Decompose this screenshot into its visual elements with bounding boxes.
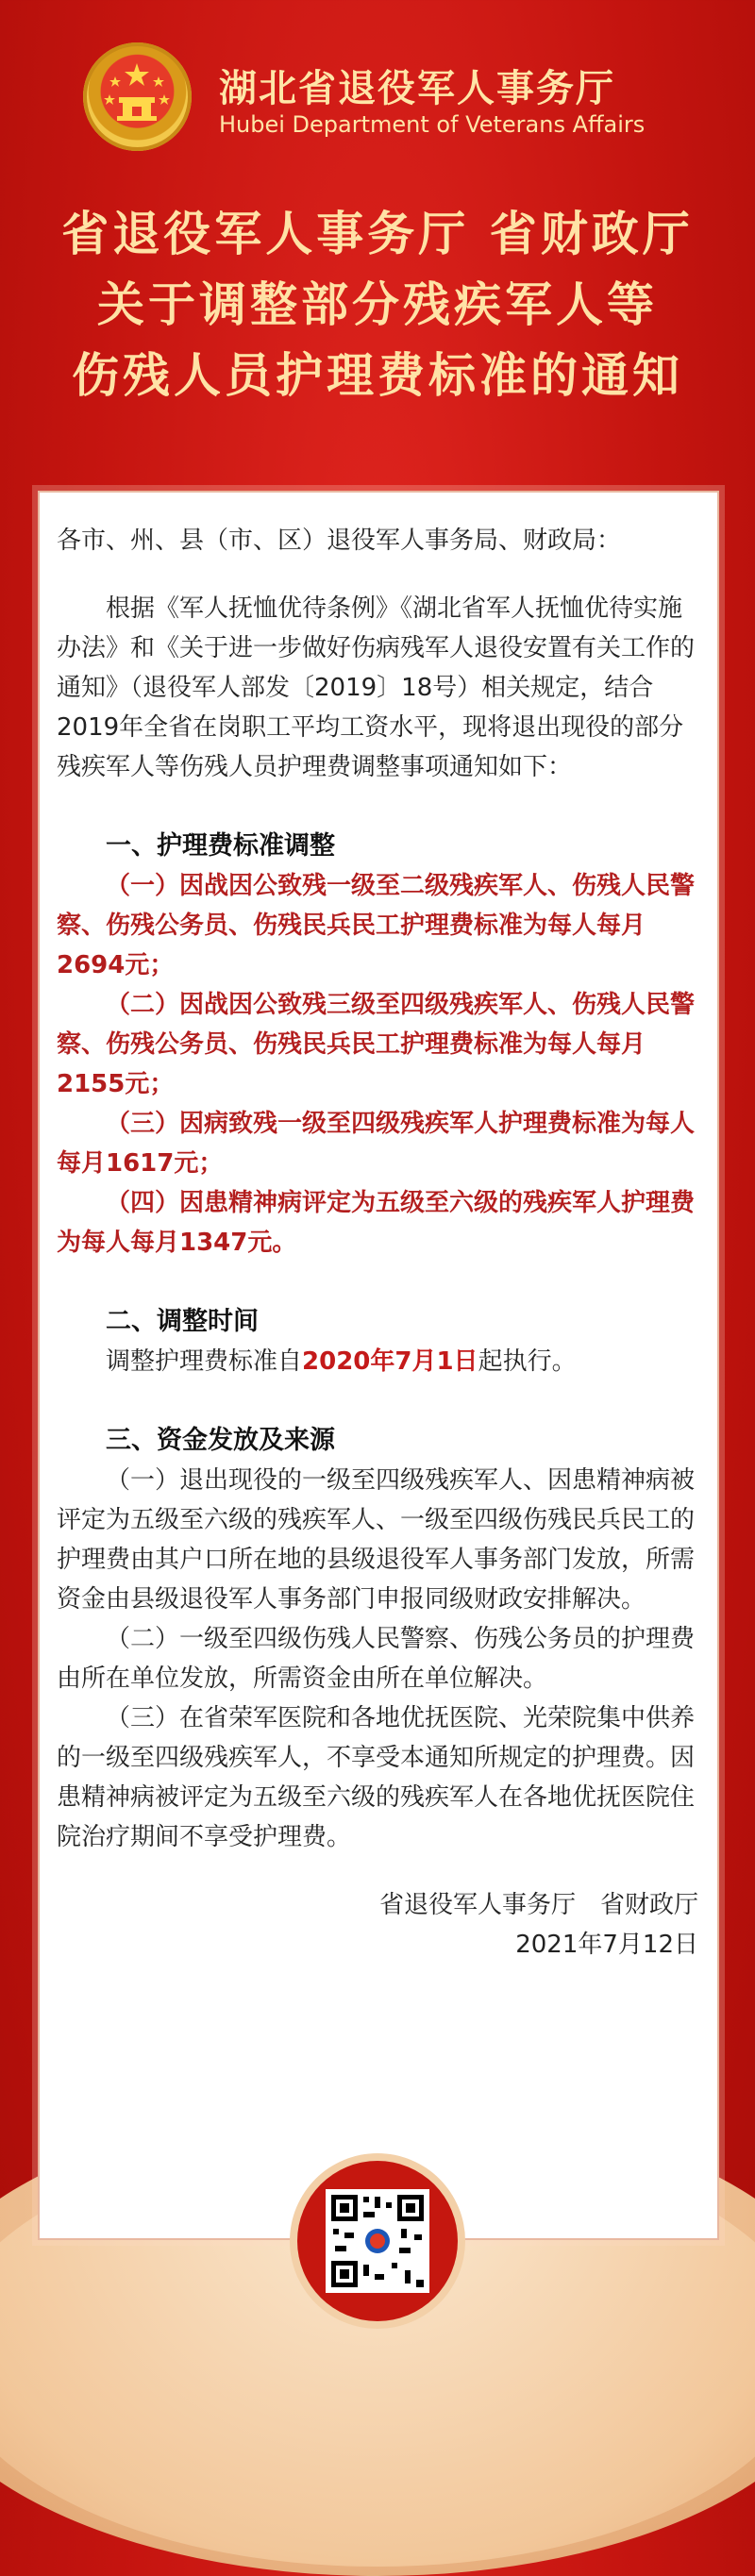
national-emblem-icon bbox=[83, 42, 192, 151]
funding-item: （二）一级至四级伤残人民警察、伤残公务员的护理费由所在单位发放，所需资金由所在单位解决。 bbox=[57, 1625, 696, 1693]
section-heading: 二、调整时间 bbox=[106, 1307, 259, 1336]
header bbox=[0, 0, 755, 189]
effective-date-paragraph bbox=[57, 1342, 698, 1381]
effective-date-prefix: 调整护理费标准自 bbox=[106, 1347, 303, 1376]
section-heading: 一、护理费标准调整 bbox=[106, 831, 335, 861]
title-line: 省退役军人事务厅 省财政厅 bbox=[61, 206, 694, 261]
notice-title bbox=[0, 198, 755, 410]
addressee: 各市、州、县（市、区）退役军人事务局、财政局： bbox=[57, 527, 622, 555]
qr-code-icon bbox=[326, 2189, 429, 2293]
signature-date: 2021年7月12日 bbox=[515, 1931, 698, 1959]
fee-item: （一）因战因公致残一级至二级残疾军人、伤残人民警察、伤残公务员、伤残民兵民工护理费标准为每人每月2694元； bbox=[57, 872, 696, 979]
funding-item: （一）退出现役的一级至四级残疾军人、因患精神病被评定为五级至六级的残疾军人、一级至四级伤残民兵民工的护理费由其户口所在地的县级退役军人事务部门发放，所需资金由县级退役军人事务部门申报同级财政安排解决。 bbox=[57, 1466, 696, 1614]
notice-body-panel bbox=[38, 491, 719, 2240]
funding-item: （三）在省荣军医院和各地优抚医院、光荣院集中供养的一级至四级残疾军人，不享受本通知所规定的护理费。因患精神病被评定为五级至六级的残疾军人在各地优抚医院住院治疗期间不享受护理费。 bbox=[57, 1704, 696, 1851]
effective-date: 2020年7月1日 bbox=[302, 1347, 478, 1376]
qr-code-badge bbox=[297, 2161, 458, 2321]
effective-date-suffix: 起执行。 bbox=[478, 1347, 577, 1376]
signature-issuers: 省退役军人事务厅 省财政厅 bbox=[378, 1891, 698, 1919]
intro-paragraph: 根据《军人抚恤优待条例》《湖北省军人抚恤优待实施办法》和《关于进一步做好伤病残军人退役安置有关工作的通知》（退役军人部发〔2019〕18号）相关规定，结合2019年全省在岗职工平均工资水平，现将退出现役的部分残疾军人等伤残人员护理费调整事项通知如下： bbox=[57, 594, 696, 781]
department-name-cn: 湖北省退役军人事务厅 bbox=[219, 67, 615, 110]
department-name-en: Hubei Department of Veterans Affairs bbox=[219, 111, 646, 138]
fee-item: （四）因患精神病评定为五级至六级的残疾军人护理费为每人每月1347元。 bbox=[57, 1189, 696, 1257]
fee-item: （二）因战因公致残三级至四级残疾军人、伤残人民警察、伤残公务员、伤残民兵民工护理费标准为每人每月2155元； bbox=[57, 991, 696, 1098]
fee-item: （三）因病致残一级至四级残疾军人护理费标准为每人每月1617元； bbox=[57, 1110, 696, 1178]
title-line: 关于调整部分残疾军人等 bbox=[97, 276, 658, 332]
section-heading: 三、资金发放及来源 bbox=[106, 1426, 335, 1455]
title-line: 伤残人员护理费标准的通知 bbox=[72, 347, 683, 403]
